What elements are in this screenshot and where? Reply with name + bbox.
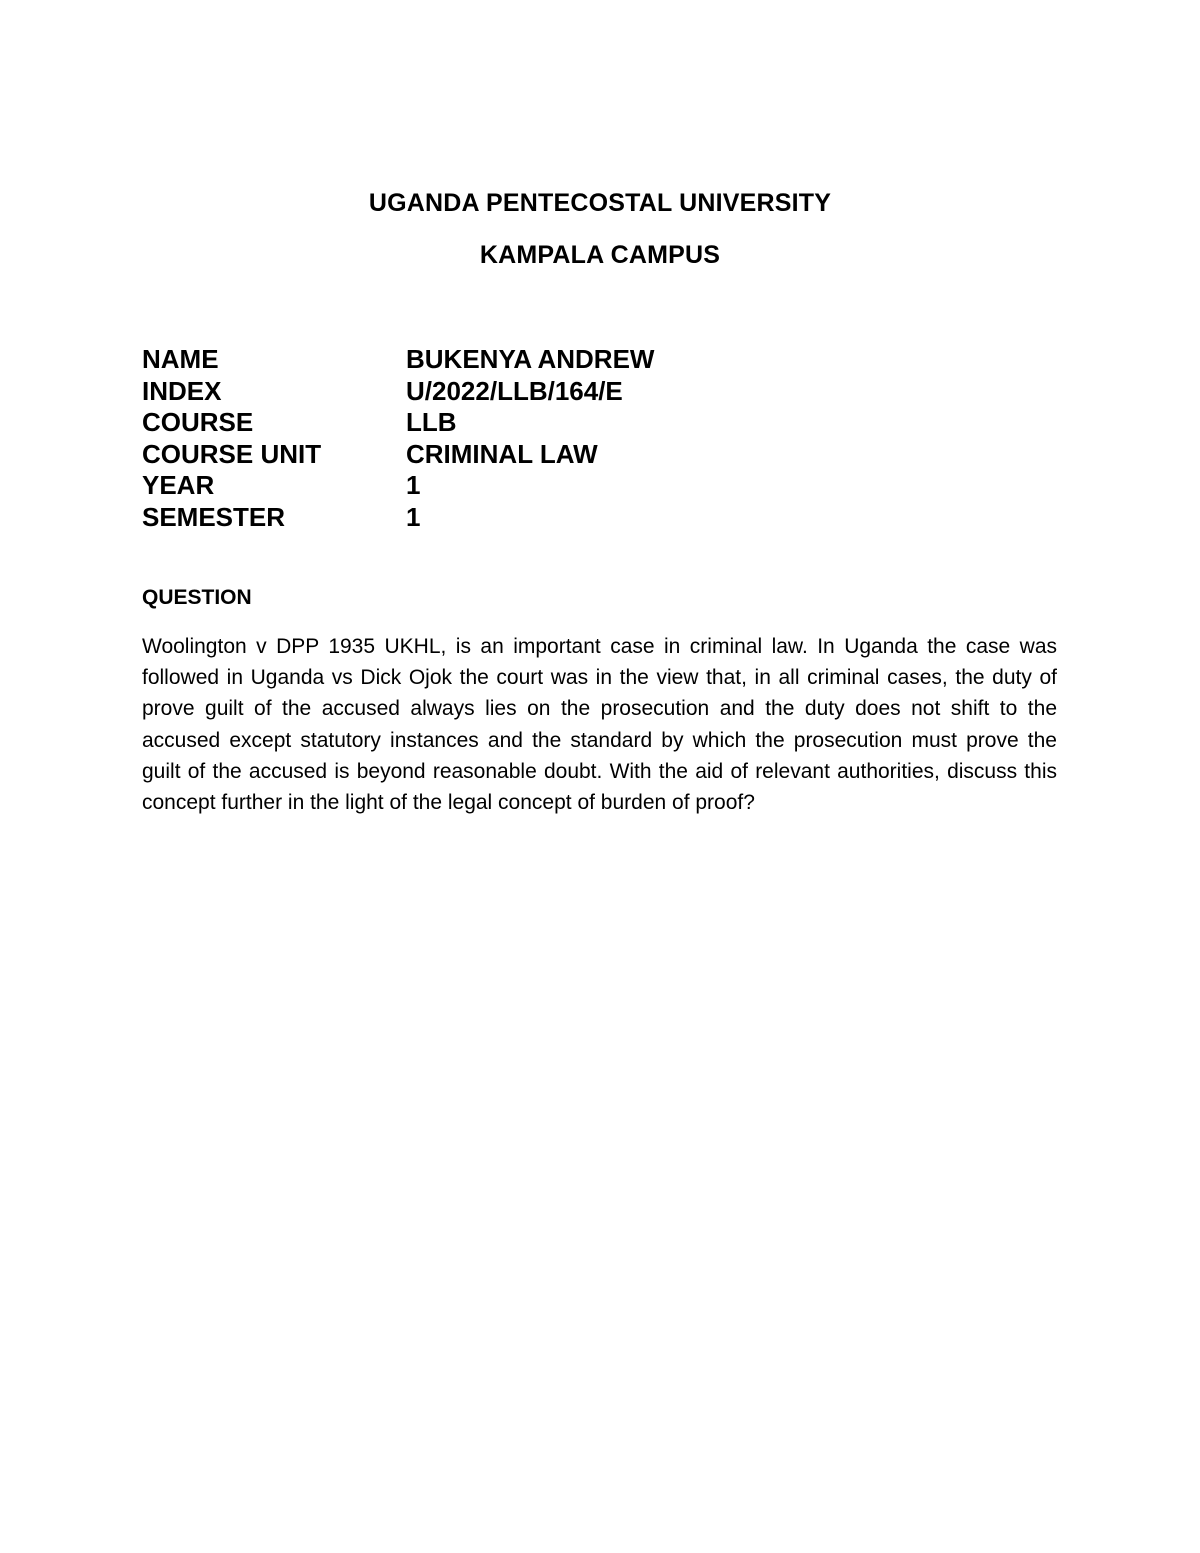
student-info <box>142 344 654 534</box>
info-row-course <box>142 407 654 439</box>
info-label: COURSE <box>142 407 254 438</box>
university-title: UGANDA PENTECOSTAL UNIVERSITY <box>368 189 832 217</box>
info-label: YEAR <box>142 470 215 501</box>
info-label: INDEX <box>142 375 222 406</box>
info-row-course-unit <box>142 439 654 471</box>
info-label: NAME <box>142 344 219 374</box>
question-heading: QUESTION <box>142 586 252 609</box>
info-row-index <box>142 376 654 408</box>
info-value: 1 <box>406 501 421 532</box>
info-row-semester <box>142 502 654 534</box>
info-row-year <box>142 470 654 502</box>
info-value: BUKENYA ANDREW <box>406 344 655 374</box>
info-value: CRIMINAL LAW <box>406 438 598 469</box>
info-value: LLB <box>406 407 457 438</box>
info-label: SEMESTER <box>142 501 286 532</box>
campus-title: KAMPALA CAMPUS <box>479 241 721 269</box>
info-value: U/2022/LLB/164/E <box>406 375 623 406</box>
info-row-name <box>142 344 654 376</box>
info-value: 1 <box>406 470 421 501</box>
info-label: COURSE UNIT <box>142 438 322 469</box>
question-body: Woolington v DPP 1935 UKHL, is an important case in criminal law. In Uganda the case was followed in Uganda vs Dick Ojok the court was in the view that, in all criminal cases, the duty of prove guilt of the accused always lies on the prosecution and the duty does not shift to the accused except statutory instances and the standard by which the prosecution must prove the guilt of the accused is beyond reasonable doubt. With the aid of relevant authorities, discuss this concept further in the light of the legal concept of burden of proof? <box>142 635 1057 815</box>
